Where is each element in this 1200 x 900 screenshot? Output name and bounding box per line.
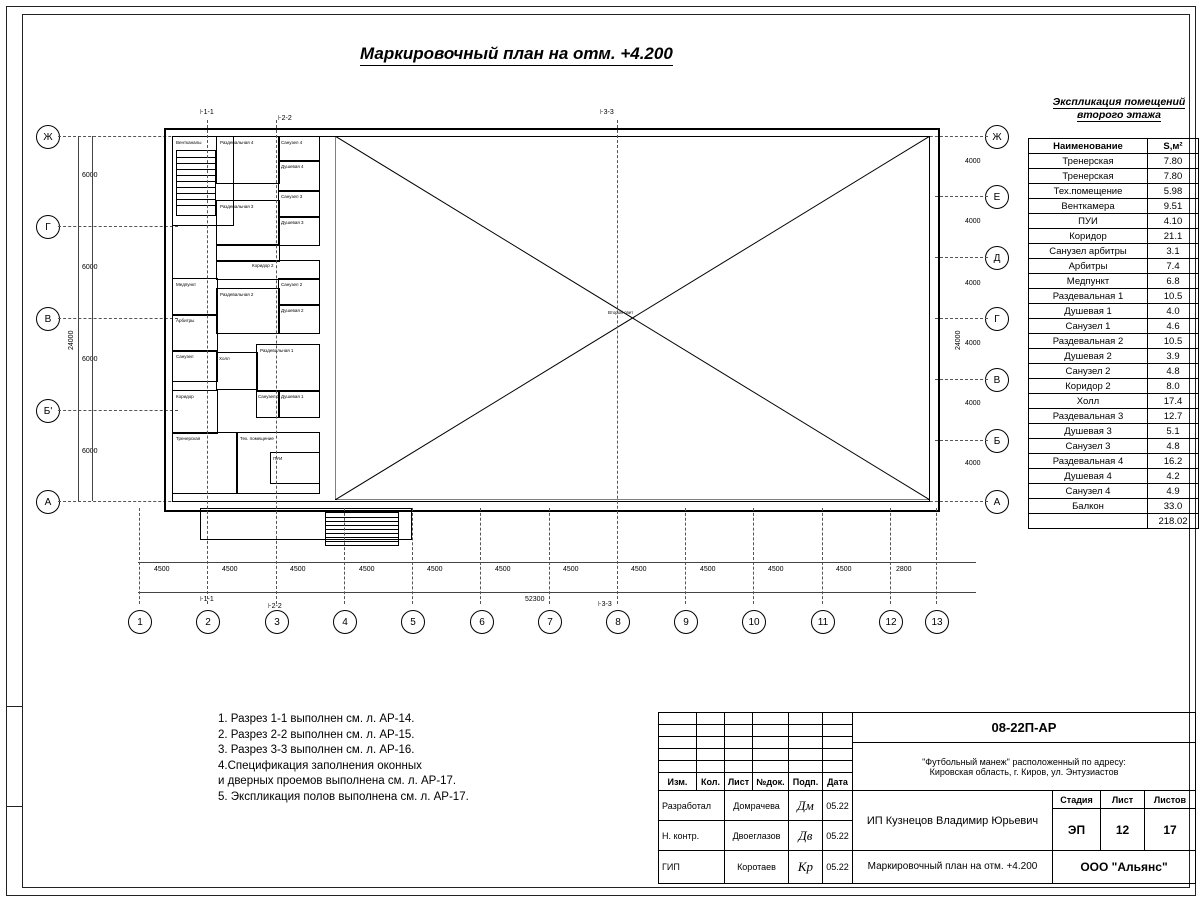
axis-line-h-3 (58, 410, 178, 411)
stamp-grid-r0c1 (697, 713, 725, 725)
stamp-grid-r3c1 (697, 749, 725, 761)
dim-bottom-0: 4500 (154, 566, 170, 573)
fold-mark-top (6, 706, 22, 707)
explication-row (1029, 259, 1199, 274)
explication-row (1029, 319, 1199, 334)
explication-row (1029, 394, 1199, 409)
axis-line-v-9 (753, 508, 754, 604)
dim-bottom-9: 4500 (768, 566, 784, 573)
stamp-col-header-3: №док. (753, 773, 789, 791)
stamp-grid-r3c2 (725, 749, 753, 761)
room-label-0: Вентканалы (176, 140, 202, 145)
room-label-14: Холл (219, 356, 230, 361)
explication-row (1029, 199, 1199, 214)
stamp-grid-r0c3 (753, 713, 789, 725)
explication-room-area: 12.7 (1148, 409, 1199, 424)
dim-bottom-7: 4500 (631, 566, 647, 573)
dim-right-0: 4000 (965, 158, 981, 165)
explication-room-area: 7.4 (1148, 259, 1199, 274)
dim-bottom-6: 4500 (563, 566, 579, 573)
explication-room-area: 3.1 (1148, 244, 1199, 259)
dim-bottom-total: 52300 (525, 596, 545, 603)
explication-row (1029, 229, 1199, 244)
stamp-project-code: 08-22П-АР (853, 713, 1195, 743)
room-label-9: Душевая 2 (281, 308, 304, 313)
stamp-stage-header-0: Стадия (1053, 791, 1101, 809)
explication-row (1029, 244, 1199, 259)
explication-room-name: Тренерская (1029, 154, 1148, 169)
explication-row (1029, 334, 1199, 349)
section-mark-2-top: ⊦2-2 (278, 115, 292, 122)
explication-row (1029, 499, 1199, 514)
stamp-object (853, 743, 1195, 791)
axis-line-v-2 (276, 120, 277, 604)
axis-marker-num-3: 4 (333, 610, 357, 634)
axis-marker-num-12: 13 (925, 610, 949, 634)
dim-chain-left (92, 136, 93, 501)
explication-total-row (1029, 514, 1199, 529)
note-1: 2. Разрез 2-2 выполнен см. л. АР-15. (218, 728, 415, 741)
explication-row (1029, 154, 1199, 169)
dim-chain-bottom-outer (138, 592, 976, 593)
stamp-grid-r1c3 (753, 725, 789, 737)
stamp-col-header-4: Подп. (789, 773, 823, 791)
axis-marker-right-4: В (985, 368, 1009, 392)
section-mark-2-bottom: ⊦2-2 (268, 603, 282, 610)
room-trenerskaya (172, 432, 238, 494)
notes-block (218, 712, 469, 805)
axis-line-v-8 (685, 508, 686, 604)
axis-line-v-11 (890, 508, 891, 604)
explication-total-area: 218.02 (1148, 514, 1199, 529)
dim-bottom-1: 4500 (222, 566, 238, 573)
axis-line-v-10 (822, 508, 823, 604)
stamp-object-line2: Кировская область, г. Киров, ул. Энтузиастов (929, 766, 1119, 777)
stamp-grid-r0c0 (659, 713, 697, 725)
axis-line-h-r3 (935, 318, 988, 319)
axis-marker-num-7: 8 (606, 610, 630, 634)
stamp-sign-2: Кр (789, 851, 823, 883)
explication-room-name: Санузел 1 (1029, 319, 1148, 334)
stamp-col-header-2: Лист (725, 773, 753, 791)
dim-bottom-8: 4500 (700, 566, 716, 573)
stamp-grid-r1c0 (659, 725, 697, 737)
explication-room-name: Раздевальная 4 (1029, 454, 1148, 469)
explication-room-name: Душевая 2 (1029, 349, 1148, 364)
room-label-20: Тех. помещение (240, 436, 274, 441)
explication-room-area: 4.6 (1148, 319, 1199, 334)
stamp-name-1: Двоеглазов (725, 821, 789, 851)
explication-room-name: Санузел арбитры (1029, 244, 1148, 259)
explication-room-area: 4.8 (1148, 364, 1199, 379)
explication-room-name: Балкон (1029, 499, 1148, 514)
explication-room-name: Тех.помещение (1029, 184, 1148, 199)
dim-bottom-11: 2800 (896, 566, 912, 573)
axis-marker-right-6: А (985, 490, 1009, 514)
explication-room-area: 21.1 (1148, 229, 1199, 244)
explication-row (1029, 169, 1199, 184)
note-0: 1. Разрез 1-1 выполнен см. л. АР-14. (218, 713, 415, 725)
stamp-name-2: Коротаев (725, 851, 789, 883)
room-label-2: Санузел 4 (281, 140, 303, 145)
axis-marker-right-3: Г (985, 307, 1009, 331)
stamp-grid-r4c1 (697, 761, 725, 773)
dim-bottom-2: 4500 (290, 566, 306, 573)
axis-marker-num-6: 7 (538, 610, 562, 634)
dim-chain-left-outer (78, 136, 79, 501)
explication-header-area: S,м² (1148, 139, 1199, 154)
page-title: Маркировочный план на отм. +4.200 (360, 44, 673, 64)
axis-line-v-1 (207, 120, 208, 604)
stamp-role-1: Н. контр. (659, 821, 725, 851)
axis-line-h-2 (58, 318, 178, 319)
axis-marker-num-10: 11 (811, 610, 835, 634)
axis-marker-num-8: 9 (674, 610, 698, 634)
explication-room-name: Душевая 1 (1029, 304, 1148, 319)
explication-room-area: 5.98 (1148, 184, 1199, 199)
dim-left-1: 6000 (82, 264, 98, 271)
dim-left-3: 6000 (82, 448, 98, 455)
explication-row (1029, 484, 1199, 499)
axis-line-v-3 (344, 508, 345, 604)
explication-room-name: Арбитры (1029, 259, 1148, 274)
explication-room-name: Санузел 3 (1029, 439, 1148, 454)
dim-right-2: 4000 (965, 280, 981, 287)
axis-marker-right-1: Е (985, 185, 1009, 209)
axis-marker-num-2: 3 (265, 610, 289, 634)
room-label-15: Раздевальная 1 (260, 348, 294, 353)
title-block (658, 712, 1196, 884)
fold-mark-bottom (6, 806, 22, 807)
dim-right-3: 4000 (965, 340, 981, 347)
room-corridor-strip (216, 244, 280, 262)
note-3: 4.Спецификация заполнения оконных (218, 759, 422, 772)
room-label-12: Арбитры (176, 318, 195, 323)
room-label-11: Медпункт (176, 282, 197, 287)
stair-1 (176, 150, 216, 216)
explication-room-area: 33.0 (1148, 499, 1199, 514)
stamp-col-header-5: Дата (823, 773, 853, 791)
stamp-grid-r3c4 (789, 749, 823, 761)
stamp-grid-r0c4 (789, 713, 823, 725)
explication-room-area: 10.5 (1148, 334, 1199, 349)
dim-bottom-3: 4500 (359, 566, 375, 573)
explication-header-row (1029, 139, 1199, 154)
explication-room-area: 8.0 (1148, 379, 1199, 394)
fold-mark-side (6, 706, 7, 806)
room-label-8: Санузел 2 (281, 282, 303, 287)
axis-marker-right-2: Д (985, 246, 1009, 270)
explication-row (1029, 214, 1199, 229)
explication-room-name: Медпункт (1029, 274, 1148, 289)
stamp-object-line1: "Футбольный манеж" расположенный по адресу: (922, 756, 1126, 767)
axis-marker-left-1: Г (36, 215, 60, 239)
explication-row (1029, 424, 1199, 439)
dim-right-5: 4000 (965, 460, 981, 467)
room-label-3: Душевая 4 (281, 164, 304, 169)
stamp-grid-r4c2 (725, 761, 753, 773)
room-label-6: Душевая 3 (281, 220, 304, 225)
section-mark-1-top: ⊦1-1 (200, 109, 214, 116)
stamp-grid-r2c5 (823, 737, 853, 749)
room-label-16: Душевая 1 (281, 394, 304, 399)
stair-2 (325, 512, 399, 546)
stamp-role-2: ГИП (659, 851, 725, 883)
axis-line-v-0 (139, 508, 140, 604)
room-label-5: Раздевальная 3 (220, 204, 254, 209)
note-2: 3. Разрез 3-3 выполнен см. л. АР-16. (218, 744, 415, 756)
explication-row (1029, 289, 1199, 304)
section-mark-3-top-b: ⊦3-3 (600, 109, 614, 116)
explication-total-spacer (1029, 514, 1148, 529)
explication-room-name: Тренерская (1029, 169, 1148, 184)
stamp-grid-r1c5 (823, 725, 853, 737)
axis-marker-num-11: 12 (879, 610, 903, 634)
axis-line-v-5 (480, 508, 481, 604)
note-4: и дверных проемов выполнена см. л. АР-17. (218, 775, 457, 787)
explication-room-area: 4.2 (1148, 469, 1199, 484)
axis-line-h-r1 (935, 196, 988, 197)
stamp-sheet-name: Маркировочный план на отм. +4.200 (853, 851, 1053, 883)
axis-marker-right-5: Б (985, 429, 1009, 453)
stamp-grid-r2c1 (697, 737, 725, 749)
explication-row (1029, 304, 1199, 319)
explication-title: Экспликация помещений второго этажа (1052, 96, 1186, 121)
explication-room-name: Раздевальная 2 (1029, 334, 1148, 349)
explication-room-name: Душевая 4 (1029, 469, 1148, 484)
explication-row (1029, 379, 1199, 394)
stamp-grid-r3c3 (753, 749, 789, 761)
axis-line-h-r2 (935, 257, 988, 258)
dim-bottom-10: 4500 (836, 566, 852, 573)
stamp-date-0: 05.22 (823, 791, 853, 821)
explication-room-name: Коридор (1029, 229, 1148, 244)
stamp-grid-r4c4 (789, 761, 823, 773)
stamp-grid-r2c3 (753, 737, 789, 749)
room-label-7: Коридор 2 (252, 263, 274, 268)
dim-left-0: 6000 (82, 172, 98, 179)
stamp-grid-r4c5 (823, 761, 853, 773)
axis-line-v-6 (549, 508, 550, 604)
floor-plan (30, 100, 1020, 660)
stamp-stage-value-2: 17 (1145, 809, 1195, 851)
axis-line-h-1 (58, 226, 178, 227)
axis-line-v-7 (617, 120, 618, 604)
stamp-stage-value-0: ЭП (1053, 809, 1101, 851)
dim-left-2: 6000 (82, 356, 98, 363)
stamp-name-0: Домрачева (725, 791, 789, 821)
note-5: 5. Экспликация полов выполнена см. л. АР-17. (218, 790, 469, 803)
stamp-date-2: 05.22 (823, 851, 853, 883)
stamp-grid-r2c2 (725, 737, 753, 749)
axis-line-v-12 (936, 508, 937, 604)
stamp-customer: ИП Кузнецов Владимир Юрьевич (853, 791, 1053, 851)
explication-room-name: Раздевальная 1 (1029, 289, 1148, 304)
explication-row (1029, 454, 1199, 469)
room-label-18: Коридор (176, 394, 194, 399)
explication-table (1028, 138, 1199, 529)
section-mark-3-bottom: ⊦3-3 (598, 601, 612, 608)
stamp-grid-r1c2 (725, 725, 753, 737)
axis-marker-left-2: В (36, 307, 60, 331)
room-label-19: Тренерская (176, 436, 201, 441)
explication-room-area: 4.8 (1148, 439, 1199, 454)
explication-row (1029, 349, 1199, 364)
explication-room-area: 16.2 (1148, 454, 1199, 469)
stamp-grid-r4c0 (659, 761, 697, 773)
explication-room-name: Коридор 2 (1029, 379, 1148, 394)
explication-row (1029, 409, 1199, 424)
dim-right-total: 24000 (955, 330, 962, 350)
axis-marker-num-1: 2 (196, 610, 220, 634)
hall-diagonals (335, 136, 930, 500)
stamp-grid-r0c2 (725, 713, 753, 725)
explication-room-name: Венткамера (1029, 199, 1148, 214)
explication-room-area: 7.80 (1148, 169, 1199, 184)
stamp-company: ООО "Альянс" (1080, 860, 1168, 874)
room-label-17: Санузел 1 (258, 394, 280, 399)
stamp-sign-0: Дм (789, 791, 823, 821)
dim-bottom-4: 4500 (427, 566, 443, 573)
stamp-grid-r2c4 (789, 737, 823, 749)
explication-room-area: 9.51 (1148, 199, 1199, 214)
axis-marker-num-4: 5 (401, 610, 425, 634)
dim-left-total: 24000 (68, 330, 75, 350)
dim-right-1: 4000 (965, 218, 981, 225)
axis-marker-right-0: Ж (985, 125, 1009, 149)
explication-row (1029, 184, 1199, 199)
explication-row (1029, 274, 1199, 289)
explication-room-area: 3.9 (1148, 349, 1199, 364)
axis-marker-num-0: 1 (128, 610, 152, 634)
axis-line-v-4 (412, 508, 413, 604)
explication-header-name: Наименование (1029, 139, 1148, 154)
room-label-hall: Второй свет (608, 310, 634, 315)
stamp-grid-r0c5 (823, 713, 853, 725)
explication-room-name: Санузел 2 (1029, 364, 1148, 379)
room-label-1: Раздевальная 4 (220, 140, 254, 145)
room-label-10: Раздевальная 2 (220, 292, 254, 297)
stamp-grid-r3c5 (823, 749, 853, 761)
stamp-col-header-0: Изм. (659, 773, 697, 791)
stamp-col-header-1: Кол. (697, 773, 725, 791)
axis-line-h-r4 (935, 379, 988, 380)
section-mark-1-bottom: ⊦1-1 (200, 596, 214, 603)
axis-marker-left-0: Ж (36, 125, 60, 149)
stamp-grid-r4c3 (753, 761, 789, 773)
explication-row (1029, 364, 1199, 379)
explication-row (1029, 439, 1199, 454)
room-label-22: ПУИ (273, 456, 283, 461)
explication-room-area: 4.9 (1148, 484, 1199, 499)
stamp-date-1: 05.22 (823, 821, 853, 851)
stamp-grid-r2c0 (659, 737, 697, 749)
explication-room-area: 5.1 (1148, 424, 1199, 439)
explication-room-name: Холл (1029, 394, 1148, 409)
explication-room-area: 17.4 (1148, 394, 1199, 409)
room-label-13: Санузел (176, 354, 194, 359)
explication-room-area: 4.0 (1148, 304, 1199, 319)
stamp-grid-r1c4 (789, 725, 823, 737)
stamp-grid-r3c0 (659, 749, 697, 761)
axis-marker-num-5: 6 (470, 610, 494, 634)
dim-chain-bottom (138, 562, 976, 563)
dim-bottom-5: 4500 (495, 566, 511, 573)
explication-room-area: 4.10 (1148, 214, 1199, 229)
explication-room-area: 6.8 (1148, 274, 1199, 289)
explication-row (1029, 469, 1199, 484)
explication-room-area: 10.5 (1148, 289, 1199, 304)
dim-right-4: 4000 (965, 400, 981, 407)
stamp-sign-1: Дв (789, 821, 823, 851)
room-label-4: Санузел 3 (281, 194, 303, 199)
axis-marker-left-3: Б' (36, 399, 60, 423)
explication-room-area: 7.80 (1148, 154, 1199, 169)
explication-room-name: Душевая 3 (1029, 424, 1148, 439)
stamp-stage-header-1: Лист (1101, 791, 1145, 809)
explication-room-name: Раздевальная 3 (1029, 409, 1148, 424)
explication-room-name: ПУИ (1029, 214, 1148, 229)
stamp-stage-value-1: 12 (1101, 809, 1145, 851)
stamp-stage-header-2: Листов (1145, 791, 1195, 809)
stamp-grid-r1c1 (697, 725, 725, 737)
axis-line-h-r5 (935, 440, 988, 441)
axis-marker-left-4: А (36, 490, 60, 514)
explication-room-name: Санузел 4 (1029, 484, 1148, 499)
axis-marker-num-9: 10 (742, 610, 766, 634)
stamp-role-0: Разработал (659, 791, 725, 821)
